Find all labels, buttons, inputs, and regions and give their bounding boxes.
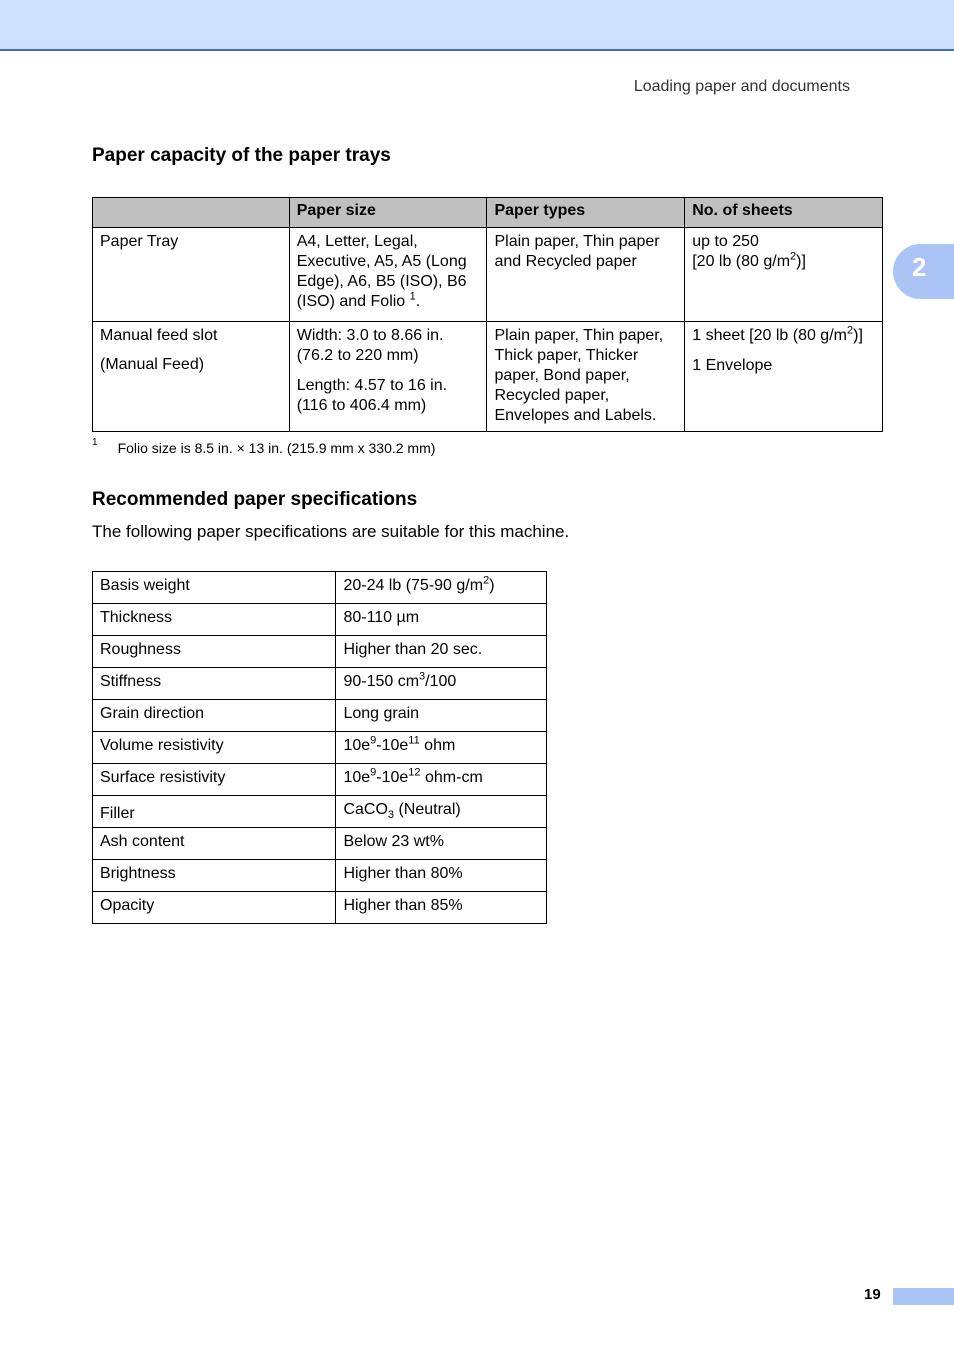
footnote-ref: 1	[409, 290, 416, 303]
table-cell: Paper Tray	[93, 228, 290, 322]
cell-text: 1 Envelope	[692, 357, 773, 374]
column-header: Paper types	[487, 198, 685, 228]
table-cell: Plain paper, Thin paper and Recycled paper	[487, 228, 685, 322]
spec-label: Basis weight	[93, 572, 336, 604]
table-cell	[93, 322, 290, 432]
cell-text: up to 250	[692, 233, 759, 250]
cell-text: .	[415, 293, 421, 310]
spec-value: 20-24 lb (75-90 $g/m^2$)	[336, 572, 547, 604]
footnote: $^1$ Folio size is 8.5 in. × 13 in. (215.9 mm x 330.2 mm)	[92, 437, 436, 456]
spec-value: CaCO$_3$ (Neutral)	[336, 796, 547, 828]
section-title-specs: Recommended paper specifications	[92, 489, 418, 510]
spec-label: Brightness	[93, 860, 336, 892]
table-cell: Plain paper, Thin paper, Thick paper, Thicker paper, Bond paper, Recycled paper, Envelopes and Labels.	[487, 322, 685, 432]
table-row	[93, 604, 547, 636]
column-header: No. of sheets	[685, 198, 883, 228]
table-cell	[289, 228, 487, 322]
intro-text: The following paper specifications are suitable for this machine.	[92, 522, 570, 541]
spec-value: Higher than 85%	[336, 892, 547, 924]
spec-value: Below 23 wt%	[336, 828, 547, 860]
table-row	[93, 892, 547, 924]
chapter-number: 2	[912, 252, 927, 282]
table-row	[93, 828, 547, 860]
spec-label: Thickness	[93, 604, 336, 636]
spec-label: Grain direction	[93, 700, 336, 732]
table-row	[93, 668, 547, 700]
cell-text: (Manual Feed)	[100, 356, 205, 373]
table-row	[93, 796, 547, 828]
running-header: Loading paper and documents	[633, 78, 850, 95]
table-row	[93, 228, 883, 322]
cell-text: Length: 4.57 to 16 in. (116 to 406.4 mm)	[296, 377, 448, 414]
spec-value: 80-110 µm	[336, 604, 547, 636]
column-header	[93, 198, 290, 228]
spec-value: Long grain	[336, 700, 547, 732]
spec-label: Opacity	[93, 892, 336, 924]
spec-label: Stiffness	[93, 668, 336, 700]
page-number-bar	[893, 1288, 954, 1305]
spec-value: 90-150 $cm^3/100$	[336, 668, 547, 700]
column-header: Paper size	[289, 198, 487, 228]
cell-text: Manual feed slot	[100, 327, 218, 344]
table-cell	[289, 322, 487, 432]
table-cell	[685, 228, 883, 322]
table-header-row	[93, 198, 883, 228]
spec-label: Filler	[93, 796, 336, 828]
cell-text: [20 lb (80 $g/m^2$)]	[692, 250, 806, 270]
spec-label: Volume resistivity	[93, 732, 336, 764]
table-cell	[685, 322, 883, 432]
section-title-capacity: Paper capacity of the paper trays	[92, 145, 391, 166]
table-row	[93, 700, 547, 732]
cell-text: Width: 3.0 to 8.66 in. (76.2 to 220 mm)	[296, 327, 444, 364]
header-bar	[0, 0, 954, 51]
spec-value: Higher than 80%	[336, 860, 547, 892]
table-row	[93, 572, 547, 604]
page-number: 19	[864, 1286, 881, 1303]
spec-label: Ash content	[93, 828, 336, 860]
capacity-table	[92, 197, 883, 432]
cell-text: A4, Letter, Legal, Executive, A5, A5 (Long Edge), A6, B5 (ISO), B6 (ISO) and Folio	[296, 233, 467, 310]
table-row	[93, 322, 883, 432]
table-row	[93, 764, 547, 796]
cell-text: 1 sheet [20 lb (80 $g/m^2$)]	[692, 324, 863, 344]
spec-value: $10e^9-10e^{12}$ ohm-cm	[336, 764, 547, 796]
table-row	[93, 860, 547, 892]
spec-label: Roughness	[93, 636, 336, 668]
spec-value: $10e^9-10e^{11}$ ohm	[336, 732, 547, 764]
spec-table	[92, 571, 547, 924]
spec-label: Surface resistivity	[93, 764, 336, 796]
spec-value: Higher than 20 sec.	[336, 636, 547, 668]
table-row	[93, 636, 547, 668]
table-row	[93, 732, 547, 764]
